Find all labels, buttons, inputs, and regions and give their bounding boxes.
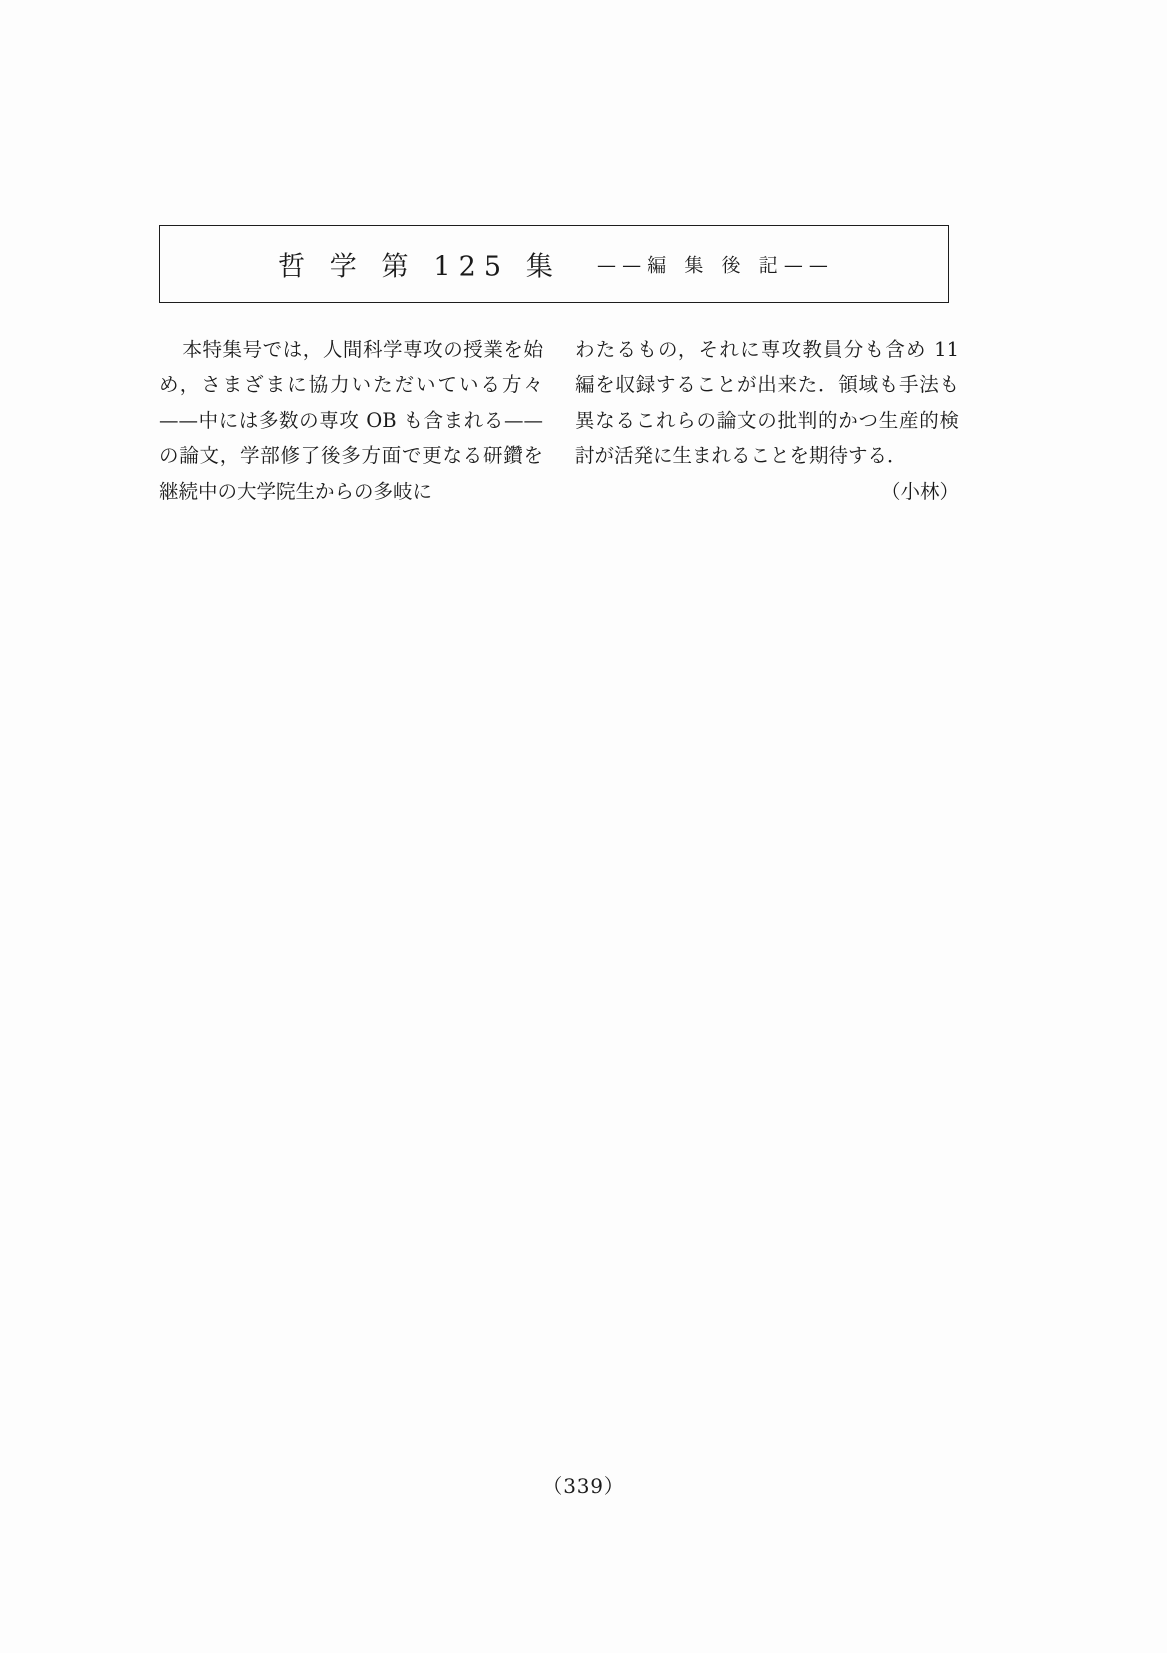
section-label: ——編 集 後 記—— — [597, 254, 834, 277]
journal-header-box — [159, 225, 949, 303]
column-right — [575, 332, 959, 509]
editor-signature: （小林） — [880, 479, 959, 503]
body-columns — [159, 332, 959, 509]
journal-header-inner — [160, 226, 948, 302]
journal-title: 哲 学 第 125 集 — [278, 251, 561, 283]
paragraph-right: わたるもの，それに専攻教員分も含め 11 編を収録することが出来た．領域も手法も異なるこれらの論文の批判的かつ生産的検討が活発に生まれることを期待する． — [575, 338, 959, 468]
paragraph-left: 本特集号では，人間科学専攻の授業を始め，さまざまに協力いただいている方々——中には多数の専攻 OB も含まれる——の論文，学部修了後多方面で更なる研鑽を継続中の大学院生からの多岐に — [159, 338, 543, 503]
column-left — [159, 332, 543, 509]
page-number: （339） — [542, 1474, 625, 1498]
